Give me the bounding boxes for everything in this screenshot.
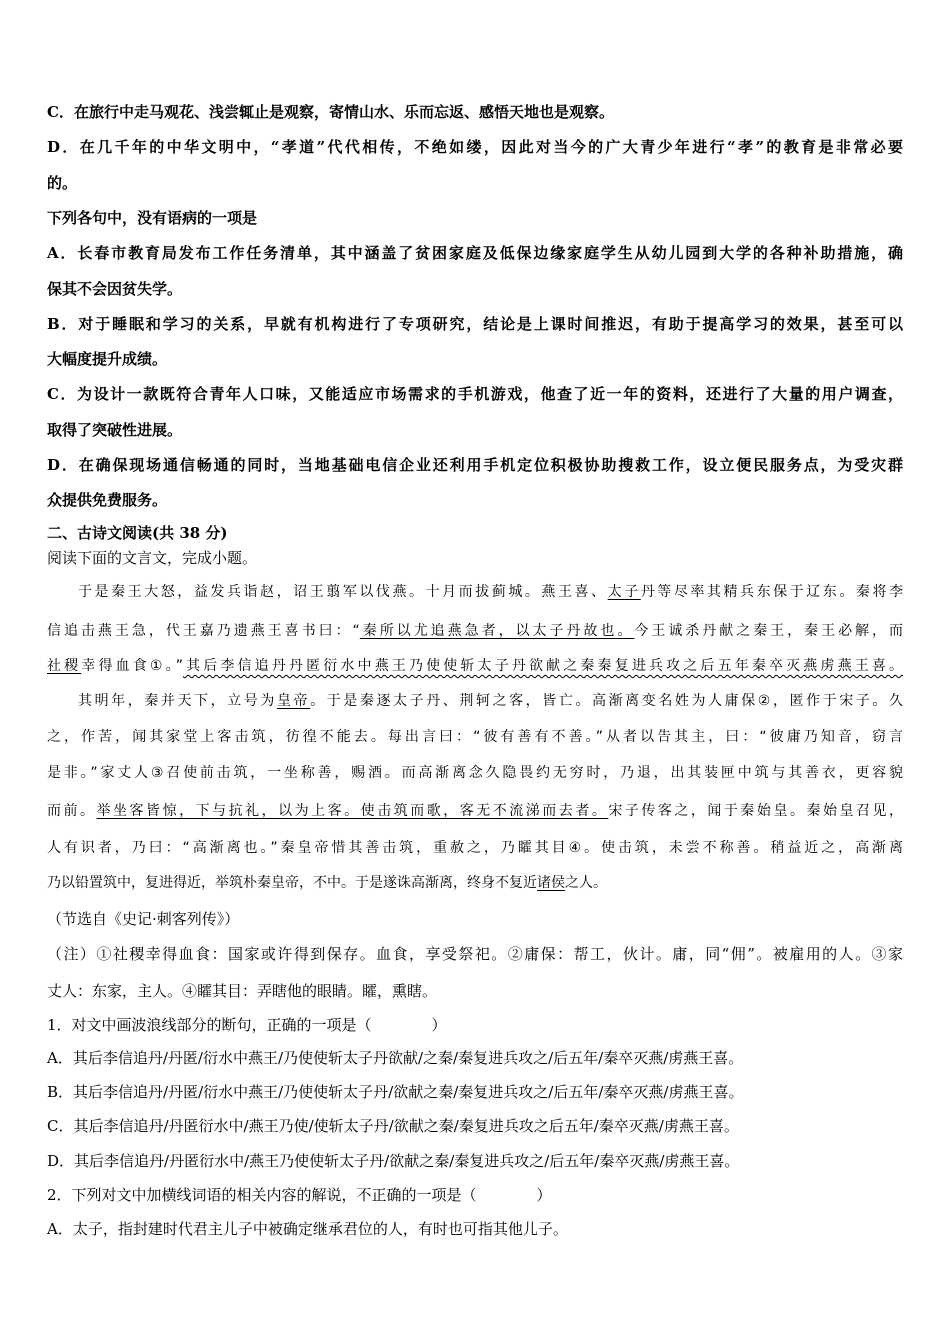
passage-line: 其明年，秦并天下，立号为皇帝。于是秦逐太子丹、荆轲之客，皆亡。高渐离变名姓为人庸保②，匿作于宋子。久 bbox=[78, 693, 904, 709]
underlined-term-taizi: 太子 bbox=[607, 584, 641, 600]
question-no-error: 下列各句中，没有语病的一项是 bbox=[47, 209, 258, 227]
underlined-term-huangdi: 皇帝 bbox=[276, 693, 311, 709]
source-citation: （节选自《史记·刺客列传》） bbox=[47, 910, 240, 928]
wavy-underlined-sentence: 其后李信追丹丹匿衍水中燕王乃使使斩太子丹欲献之秦秦复进兵攻之后五年秦卒灭燕虏燕王喜。 bbox=[182, 658, 904, 674]
option-d-filial-piety-cont: 的。 bbox=[47, 174, 78, 192]
passage-line: 信追击燕王急，代王嘉乃遗燕王喜书曰：“秦所以尤追燕急者，以太子丹故也。今王诚杀丹献之秦王，秦王必解，而 bbox=[47, 623, 903, 639]
passage-line: 于是秦王大怒，益发兵诣赵，诏王翦军以伐燕。十月而拔蓟城。燕王喜、太子丹等尽率其精兵东保于辽东。秦将李 bbox=[78, 584, 904, 600]
question-2-option-a: A．太子，指封建时代君主儿子中被确定继承君位的人，有时也可指其他儿子。 bbox=[47, 1220, 568, 1238]
underlined-sentence: 秦所以尤追燕急者，以太子丹故也。 bbox=[359, 623, 635, 639]
option-a-changchun-cont: 保其不会因贫失学。 bbox=[47, 280, 183, 298]
annotation-notes-cont: 丈人：东家，主人。④矐其目：弄瞎他的眼睛。矐，熏瞎。 bbox=[47, 982, 438, 1000]
option-d-filial-piety: D．在几千年的中华文明中，“孝道”代代相传，不绝如缕，因此对当今的广大青少年进行“孝”的教育是非常必要 bbox=[47, 138, 903, 156]
option-a-changchun: A．长春市教育局发布工作任务清单，其中涵盖了贫困家庭及低保边缘家庭学生从幼儿园到大学的各种补助措施，确 bbox=[47, 244, 903, 262]
option-c-observation: C．在旅行中走马观花、浅尝辄止是观察，寄情山水、乐而忘返、感悟天地也是观察。 bbox=[47, 103, 614, 121]
option-c-game-cont: 取得了突破性进展。 bbox=[47, 421, 183, 439]
passage-line: 社稷幸得血食①。”其后李信追丹丹匿衍水中燕王乃使使斩太子丹欲献之秦秦复进兵攻之后五年秦卒灭燕虏燕王喜。 bbox=[47, 658, 904, 674]
passage-line: 而前。举坐客皆惊，下与抗礼，以为上客。使击筑而歌，客无不流涕而去者。宋子传客之，闻于秦始皇。秦始皇召见， bbox=[47, 803, 904, 819]
option-d-telecom: D．在确保现场通信畅通的同时，当地基础电信企业还利用手机定位积极协助搜救工作，设立便民服务点，为受灾群 bbox=[47, 456, 903, 474]
reading-instruction: 阅读下面的文言文，完成小题。 bbox=[47, 549, 258, 567]
question-1-option-c: C．其后李信追丹/丹匿衍水中/燕王乃使/使斩太子丹/欲献之秦/秦复进兵攻之后五年/秦卒灭燕/虏燕王喜。 bbox=[47, 1117, 739, 1135]
question-1-option-d: D．其后李信追丹/丹匿衍水中/燕王乃使使斩太子丹/欲献之秦/秦复进兵攻之/后五年/秦卒灭燕/虏燕王喜。 bbox=[47, 1152, 740, 1170]
passage-line: 乃以铅置筑中，复进得近，举筑朴秦皇帝，不中。于是遂诛高渐离，终身不复近诸侯之人。 bbox=[47, 875, 607, 891]
passage-line: 之，作苦，闻其家堂上客击筑，彷徨不能去。每出言曰：“彼有善有不善。”从者以告其主，曰：“彼庸乃知音，窃言 bbox=[47, 729, 903, 745]
option-c-game: C．为设计一款既符合青年人口味，又能适应市场需求的手机游戏，他查了近一年的资料，还进行了大量的用户调查， bbox=[47, 385, 903, 403]
question-2: 2．下列对文中加横线词语的相关内容的解说，不正确的一项是（ ） bbox=[47, 1186, 552, 1204]
passage-line: 人有识者，乃曰：“高渐离也。”秦皇帝惜其善击筑，重赦之，乃矐其目④。使击筑，未尝不称善。稍益近之，高渐离 bbox=[47, 840, 903, 856]
underlined-term-zhuhou: 诸侯 bbox=[537, 875, 565, 891]
section-heading: 二、古诗文阅读(共 38 分) bbox=[47, 524, 228, 542]
option-d-telecom-cont: 众提供免费服务。 bbox=[47, 491, 168, 509]
question-1-option-a: A．其后李信追丹/丹匿/衍水中燕王/乃使使斩太子丹欲献/之秦/秦复进兵攻之/后五年/秦卒灭燕/虏燕王喜。 bbox=[47, 1049, 744, 1067]
underlined-term-sheji: 社稷 bbox=[47, 658, 82, 674]
question-1: 1．对文中画波浪线部分的断句，正确的一项是（ ） bbox=[47, 1016, 447, 1034]
option-b-sleep-cont: 大幅度提升成绩。 bbox=[47, 350, 168, 368]
question-1-option-b: B．其后李信追丹/丹匿/衍水中燕王/乃使使斩太子丹/欲献之秦/秦复进兵攻之/后五年/秦卒灭燕/虏燕王喜。 bbox=[47, 1083, 744, 1101]
option-b-sleep: B．对于睡眠和学习的关系，早就有机构进行了专项研究，结论是上课时间推迟，有助于提高学习的效果，甚至可以 bbox=[47, 315, 903, 333]
passage-line: 是非。”家丈人③召使前击筑，一坐称善，赐酒。而高渐离念久隐畏约无穷时，乃退，出其装匣中筑与其善衣，更容貌 bbox=[47, 765, 903, 781]
annotation-notes: （注）①社稷幸得血食：国家或许得到保存。血食，享受祭祀。②庸保：帮工，伙计。庸，同“佣”。被雇用的人。③家 bbox=[47, 945, 903, 963]
underlined-sentence: 举坐客皆惊，下与抗礼，以为上客。使击筑而歌，客无不流涕而去者。 bbox=[96, 803, 609, 819]
